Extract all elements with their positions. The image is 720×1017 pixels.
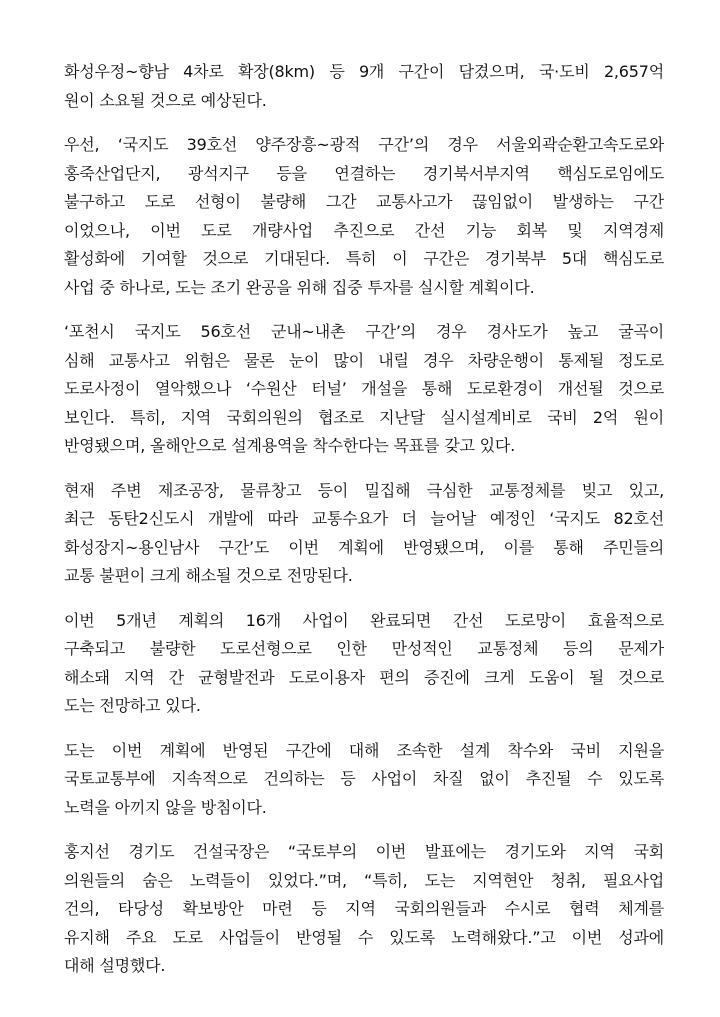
text-line: 국토교통부에 지속적으로 건의하는 등 사업이 차질 없이 추진될 수 있도록	[64, 769, 664, 788]
text-line: 의원들의 숨은 노력들이 있었다.”며, “특히, 도는 지역현안 청취, 필요사업	[64, 870, 664, 890]
text-line: 이었으나, 이번 도로 개량사업 추진으로 간선 기능 회복 및 지역경제	[64, 220, 664, 240]
paragraph-4	[64, 477, 664, 591]
text-line: 활성화에 기여할 것으로 기대된다. 특히 이 구간은 경기북부 5대 핵심도로	[64, 249, 664, 268]
text-line: 건의, 타당성 확보방안 마련 등 지역 국회의원들과 수시로 협력 체계를	[64, 899, 664, 918]
paragraph-5	[64, 607, 664, 721]
text-line: 도는 전망하고 있다.	[64, 696, 201, 715]
paragraph-3	[64, 318, 664, 461]
text-line: 화성우정~향남 4차로 확장(8km) 등 9개 구간이 담겼으며, 국·도비 2,657억	[64, 62, 664, 81]
text-line: 사업 중 하나로, 도는 조기 완공을 위해 집중 투자를 실시할 계획이다.	[64, 277, 535, 297]
text-line: 홍죽산업단지, 광석지구 등을 연결하는 경기북서부지역 핵심도로임에도	[64, 163, 664, 183]
text-line: 최근 동탄2신도시 개발에 따라 교통수요가 더 늘어날 예정인 ‘국지도 82호선	[64, 509, 664, 528]
text-line: 도로사정이 열악했으나 ‘수원산 터널’ 개설을 통해 도로환경이 개선될 것으로	[64, 379, 664, 398]
paragraph-2	[64, 131, 664, 302]
text-line: 현재 주변 제조공장, 물류창고 등이 밀집해 극심한 교통정체를 빚고 있고,	[64, 480, 664, 500]
text-line: 해소돼 지역 간 균형발전과 도로이용자 편의 증진에 크게 도움이 될 것으로	[64, 667, 664, 687]
text-line: 노력을 아끼지 않을 방침이다.	[64, 797, 267, 817]
text-line: ‘포천시 국지도 56호선 군내~내촌 구간’의 경우 경사도가 높고 굴곡이	[64, 322, 664, 341]
text-line: 심해 교통사고 위험은 물론 눈이 많이 내릴 경우 차량운행이 통제될 정도로	[64, 350, 664, 370]
text-line: 우선, ‘국지도 39호선 양주장흥~광적 구간’의 경우 서울외곽순환고속도로와	[64, 135, 664, 154]
text-line: 교통 불편이 크게 해소될 것으로 전망된다.	[64, 566, 353, 585]
text-line: 구축되고 불량한 도로선형으로 인한 만성적인 교통정체 등의 문제가	[64, 639, 664, 658]
text-line: 이번 5개년 계획의 16개 사업이 완료되면 간선 도로망이 효율적으로	[64, 610, 664, 630]
text-line: 보인다. 특히, 지역 국회의원의 협조로 지난달 실시설계비로 국비 2억 원이	[64, 407, 664, 427]
paragraph-1	[64, 58, 664, 115]
text-line: 대해 설명했다.	[64, 956, 166, 975]
paragraph-7	[64, 838, 664, 981]
document-page	[64, 58, 664, 997]
text-line: 원이 소요될 것으로 예상된다.	[64, 90, 267, 110]
text-line: 홍지선 경기도 건설국장은 “국토부의 이번 발표에는 경기도와 지역 국회	[64, 842, 664, 861]
text-line: 도는 이번 계획에 반영된 구간에 대해 조속한 설계 착수와 국비 지원을	[64, 740, 664, 760]
paragraph-6	[64, 737, 664, 823]
text-line: 화성장지~용인남사 구간’도 이번 계획에 반영됐으며, 이를 통해 주민들의	[64, 537, 664, 557]
text-line: 유지해 주요 도로 사업들이 반영될 수 있도록 노력해왔다.”고 이번 성과에	[64, 927, 664, 947]
text-line: 불구하고 도로 선형이 불량해 그간 교통사고가 끊임없이 발생하는 구간	[64, 192, 664, 211]
text-line: 반영됐으며, 올해안으로 설계용역을 착수한다는 목표를 갖고 있다.	[64, 436, 516, 455]
